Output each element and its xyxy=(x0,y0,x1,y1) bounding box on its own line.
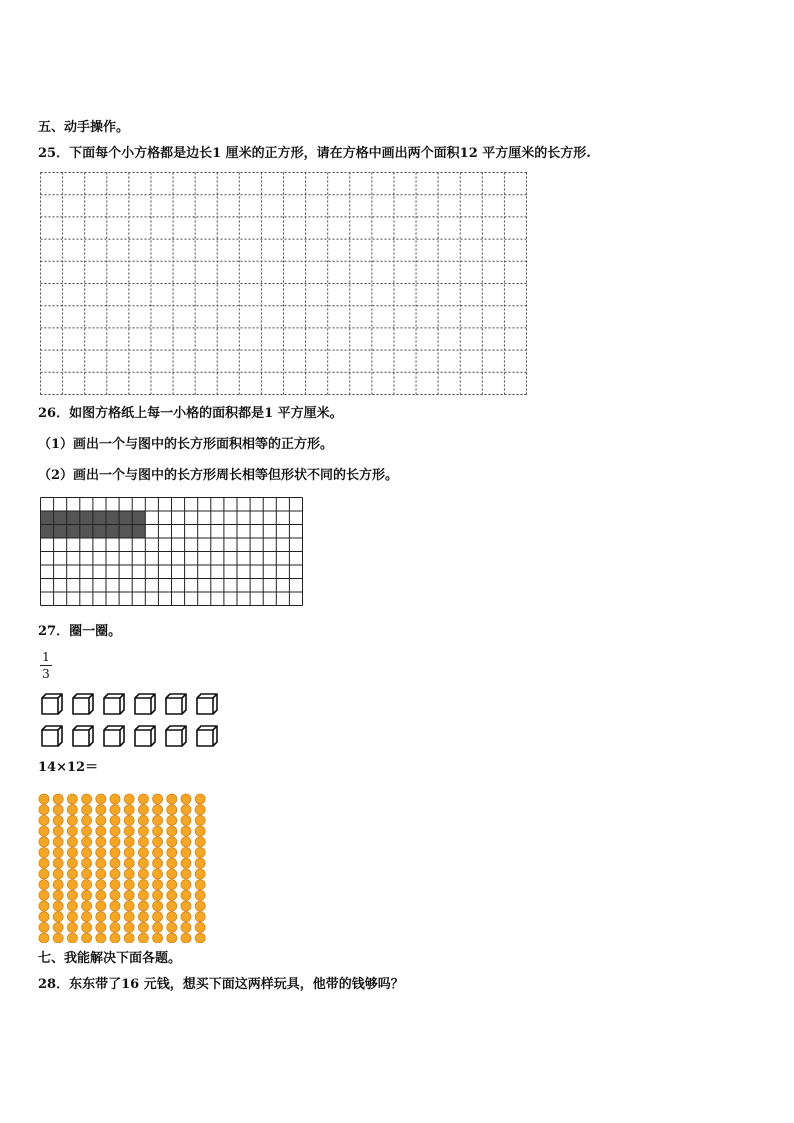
dot xyxy=(67,869,77,879)
dot xyxy=(138,901,148,911)
dot xyxy=(124,837,134,847)
dot xyxy=(39,858,49,868)
dot xyxy=(82,933,92,943)
dot xyxy=(195,869,205,879)
dot xyxy=(96,815,106,825)
dot xyxy=(82,837,92,847)
fraction-numerator: 1 xyxy=(42,650,50,664)
dot xyxy=(181,922,191,932)
dot xyxy=(67,933,77,943)
dot xyxy=(67,922,77,932)
dot xyxy=(195,922,205,932)
dot xyxy=(181,794,191,804)
cube-group xyxy=(40,692,230,752)
dot xyxy=(195,837,205,847)
dot xyxy=(53,901,63,911)
dot xyxy=(96,922,106,932)
dot xyxy=(96,848,106,858)
dot xyxy=(181,901,191,911)
dot xyxy=(82,794,92,804)
dot xyxy=(124,933,134,943)
dot xyxy=(53,890,63,900)
dot xyxy=(53,837,63,847)
dot xyxy=(181,815,191,825)
dot xyxy=(167,805,177,815)
dot xyxy=(96,794,106,804)
dot xyxy=(82,880,92,890)
dot xyxy=(167,922,177,932)
dot xyxy=(153,794,163,804)
dot xyxy=(67,837,77,847)
dot xyxy=(153,912,163,922)
dot xyxy=(138,933,148,943)
dot xyxy=(124,880,134,890)
dot xyxy=(39,815,49,825)
dot xyxy=(195,848,205,858)
dot xyxy=(167,901,177,911)
dot xyxy=(138,805,148,815)
dot xyxy=(96,837,106,847)
dot xyxy=(53,848,63,858)
dot xyxy=(82,890,92,900)
dot xyxy=(39,901,49,911)
question-26-text: 26．如图方格纸上每一小格的面积都是1 平方厘米。 xyxy=(38,406,343,421)
dot xyxy=(39,880,49,890)
dot xyxy=(39,826,49,836)
dot xyxy=(110,826,120,836)
dot xyxy=(110,912,120,922)
dot xyxy=(96,869,106,879)
dot xyxy=(138,890,148,900)
dot xyxy=(110,933,120,943)
dot xyxy=(181,826,191,836)
dot xyxy=(167,880,177,890)
dot xyxy=(167,869,177,879)
dot xyxy=(124,869,134,879)
dot xyxy=(82,922,92,932)
dot xyxy=(167,815,177,825)
dot xyxy=(195,805,205,815)
dot xyxy=(195,794,205,804)
dot xyxy=(138,794,148,804)
dot xyxy=(82,858,92,868)
dot xyxy=(195,880,205,890)
dot xyxy=(167,848,177,858)
dot xyxy=(82,912,92,922)
dot xyxy=(138,815,148,825)
q25-square-grid xyxy=(40,172,527,395)
dot xyxy=(167,858,177,868)
question-28-text: 28．东东带了16 元钱，想买下面这两样玩具，他带的钱够吗？ xyxy=(38,977,404,992)
dot xyxy=(153,922,163,932)
dot xyxy=(124,858,134,868)
dot xyxy=(181,858,191,868)
dot xyxy=(53,794,63,804)
dot xyxy=(39,848,49,858)
dot xyxy=(195,890,205,900)
dot xyxy=(153,848,163,858)
dot xyxy=(138,848,148,858)
dot xyxy=(153,869,163,879)
dot xyxy=(96,890,106,900)
fraction-one-third xyxy=(40,650,52,681)
dot xyxy=(195,912,205,922)
dot xyxy=(53,880,63,890)
dot xyxy=(138,880,148,890)
dot xyxy=(96,933,106,943)
dot xyxy=(124,805,134,815)
dot xyxy=(181,933,191,943)
dot xyxy=(124,901,134,911)
dot xyxy=(67,890,77,900)
dot xyxy=(110,837,120,847)
dot xyxy=(39,794,49,804)
dot xyxy=(110,815,120,825)
dot xyxy=(167,794,177,804)
dot xyxy=(124,912,134,922)
dot xyxy=(110,848,120,858)
dot xyxy=(138,837,148,847)
dot xyxy=(195,815,205,825)
section-five-heading: 五、动手操作。 xyxy=(38,120,130,135)
dot xyxy=(39,933,49,943)
dot xyxy=(67,805,77,815)
dot xyxy=(96,912,106,922)
dot xyxy=(181,890,191,900)
question-25-text: 25．下面每个小方格都是边长1 厘米的正方形，请在方格中画出两个面积12 平方厘米的长方形. xyxy=(38,146,591,161)
dot xyxy=(181,912,191,922)
cube-icon xyxy=(73,694,93,714)
dot xyxy=(110,869,120,879)
dot xyxy=(96,880,106,890)
dot xyxy=(124,922,134,932)
dot xyxy=(96,858,106,868)
cube-icon xyxy=(166,726,186,746)
dot xyxy=(39,922,49,932)
dot xyxy=(153,815,163,825)
dot xyxy=(82,826,92,836)
dot xyxy=(39,869,49,879)
dot xyxy=(195,826,205,836)
dot xyxy=(39,837,49,847)
dot xyxy=(110,890,120,900)
cube-icon xyxy=(166,694,186,714)
dot xyxy=(53,815,63,825)
dot xyxy=(67,826,77,836)
dot xyxy=(181,837,191,847)
dot xyxy=(153,933,163,943)
cube-icon xyxy=(135,726,155,746)
dot xyxy=(110,880,120,890)
dot xyxy=(167,890,177,900)
cube-icon xyxy=(73,726,93,746)
cube-icon xyxy=(104,726,124,746)
dot xyxy=(82,869,92,879)
dot xyxy=(181,880,191,890)
dot xyxy=(181,848,191,858)
dot xyxy=(53,826,63,836)
dot xyxy=(153,890,163,900)
dot xyxy=(153,826,163,836)
dot xyxy=(110,858,120,868)
dot xyxy=(53,805,63,815)
fraction-bar xyxy=(40,665,52,666)
dot xyxy=(167,933,177,943)
cube-icon xyxy=(135,694,155,714)
dot xyxy=(82,805,92,815)
dot xyxy=(138,912,148,922)
dot xyxy=(53,922,63,932)
dot xyxy=(53,869,63,879)
dot xyxy=(124,815,134,825)
dot xyxy=(153,837,163,847)
dot xyxy=(82,815,92,825)
question-26-part-1: （1）画出一个与图中的长方形面积相等的正方形。 xyxy=(38,437,334,452)
dot xyxy=(110,794,120,804)
dot xyxy=(195,858,205,868)
dot xyxy=(195,901,205,911)
dot xyxy=(39,805,49,815)
fraction-denominator: 3 xyxy=(42,667,50,681)
dot xyxy=(96,901,106,911)
multiplication-expression: 14×12＝ xyxy=(38,760,99,775)
dot xyxy=(67,901,77,911)
cube-icon xyxy=(197,726,217,746)
dot xyxy=(138,826,148,836)
dot xyxy=(82,901,92,911)
q26-square-grid xyxy=(40,497,304,607)
dot xyxy=(124,848,134,858)
section-seven-heading: 七、我能解决下面各题。 xyxy=(38,951,182,966)
dot xyxy=(67,848,77,858)
dot xyxy=(110,922,120,932)
dot xyxy=(82,848,92,858)
dot xyxy=(110,805,120,815)
dot xyxy=(167,912,177,922)
dot xyxy=(67,815,77,825)
dot xyxy=(96,826,106,836)
dot xyxy=(53,912,63,922)
dot xyxy=(167,826,177,836)
dot xyxy=(153,805,163,815)
cube-icon xyxy=(42,726,62,746)
cube-icon xyxy=(104,694,124,714)
dot xyxy=(124,890,134,900)
dot-array xyxy=(36,793,212,943)
question-27-text: 27．圈一圈。 xyxy=(38,624,122,639)
dot xyxy=(67,858,77,868)
dot xyxy=(124,826,134,836)
dot xyxy=(53,933,63,943)
dot xyxy=(39,890,49,900)
cube-icon xyxy=(197,694,217,714)
dot xyxy=(195,933,205,943)
dot xyxy=(153,858,163,868)
question-26-part-2: （2）画出一个与图中的长方形周长相等但形状不同的长方形。 xyxy=(38,468,399,483)
dot xyxy=(138,922,148,932)
dot xyxy=(138,858,148,868)
dot xyxy=(167,837,177,847)
dot xyxy=(153,901,163,911)
dot xyxy=(53,858,63,868)
dot xyxy=(96,805,106,815)
dot xyxy=(181,805,191,815)
dot xyxy=(67,880,77,890)
dot xyxy=(39,912,49,922)
dot xyxy=(67,912,77,922)
dot xyxy=(67,794,77,804)
cube-icon xyxy=(42,694,62,714)
dot xyxy=(124,794,134,804)
dot xyxy=(181,869,191,879)
dot xyxy=(138,869,148,879)
dot xyxy=(153,880,163,890)
dot xyxy=(110,901,120,911)
